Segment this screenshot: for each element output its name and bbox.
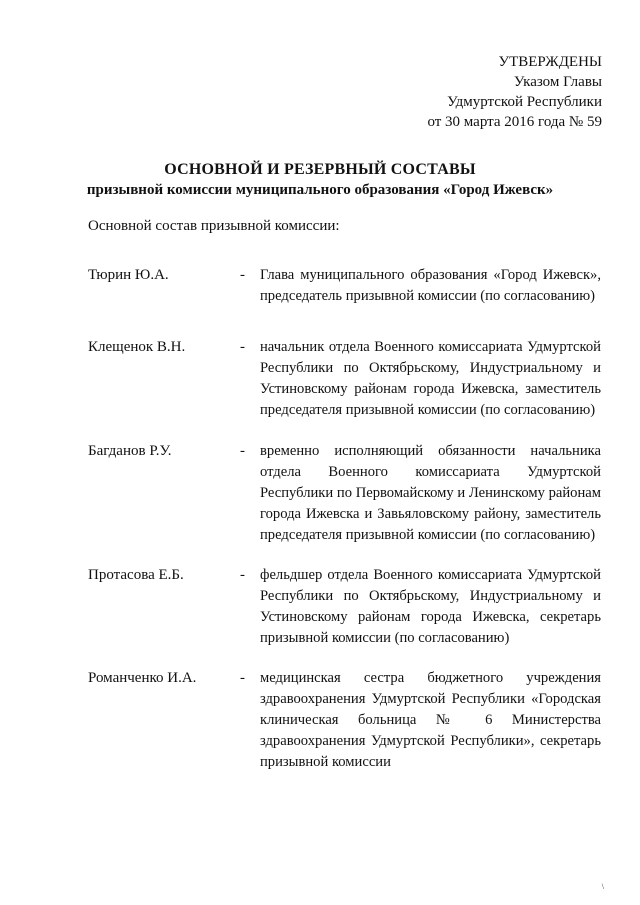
member-dash: - bbox=[240, 267, 245, 283]
member-dash: - bbox=[240, 567, 245, 583]
approval-line-date: от 30 марта 2016 года № 59 bbox=[427, 114, 602, 130]
member-name: Протасова Е.Б. bbox=[88, 567, 184, 583]
member-role: начальник отдела Военного комиссариата Удмуртской Республики по Октябрьскому, Индустриальному и Устиновскому районам города Ижевска, заместитель председателя призывной комиссии (по согласованию) bbox=[260, 339, 601, 418]
member-name: Романченко И.А. bbox=[88, 670, 197, 686]
document-title bbox=[0, 160, 640, 200]
approval-line-decree: Указом Главы bbox=[513, 74, 602, 90]
approval-line-approved: УТВЕРЖДЕНЫ bbox=[498, 54, 602, 70]
title-main: ОСНОВНОЙ И РЕЗЕРВНЫЙ СОСТАВЫ bbox=[164, 161, 476, 178]
title-subtitle: призывной комиссии муниципального образования «Город Ижевск» bbox=[86, 182, 554, 198]
approval-line-republic: Удмуртской Республики bbox=[447, 94, 602, 110]
member-role: фельдшер отдела Военного комиссариата Удмуртской Республики по Октябрьскому, Индустриальному и Устиновскому районам города Ижевска, секретарь призывной комиссии (по согласованию) bbox=[260, 567, 601, 646]
member-dash: - bbox=[240, 443, 245, 459]
section-heading: Основной состав призывной комиссии: bbox=[88, 218, 340, 234]
corner-mark: \ bbox=[601, 882, 604, 891]
member-name: Тюрин Ю.А. bbox=[88, 267, 169, 283]
member-role: временно исполняющий обязанности начальника отдела Военного комиссариата Удмуртской Республики по Первомайскому и Ленинскому районам города Ижевска и Завьяловскому району, заместитель председателя призывной комиссии (по согласованию) bbox=[260, 443, 601, 543]
approval-stamp bbox=[362, 52, 602, 132]
member-dash: - bbox=[240, 339, 245, 355]
member-role: медицинская сестра бюджетного учреждения здравоохранения Удмуртской Республики «Городская клиническая больница № 6 Министерства здравоохранения Удмуртской Республики», секретарь призывной комиссии bbox=[260, 670, 601, 770]
member-dash: - bbox=[240, 670, 245, 686]
member-name: Багданов Р.У. bbox=[88, 443, 172, 459]
member-name: Клещенок В.Н. bbox=[88, 339, 186, 355]
member-role: Глава муниципального образования «Город Ижевск», председатель призывной комиссии (по согласованию) bbox=[260, 267, 601, 304]
